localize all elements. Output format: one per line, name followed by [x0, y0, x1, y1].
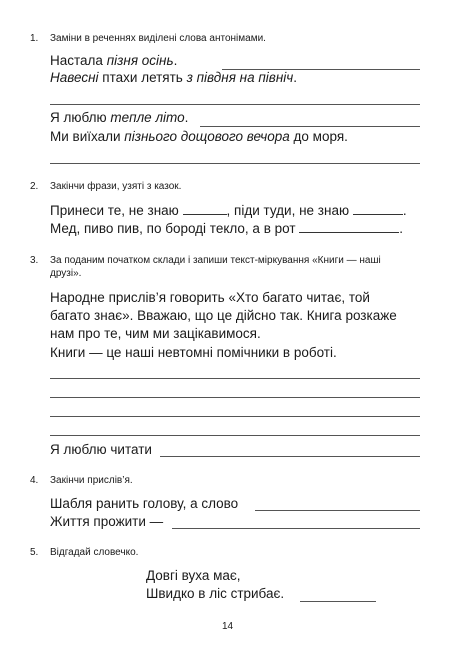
highlighted-words: з півдня на північ: [186, 70, 294, 85]
task-5-number: 5.: [30, 547, 39, 558]
sentence-text: птахи летять: [98, 70, 187, 85]
answer-line[interactable]: [50, 397, 420, 398]
task-1-instruction: Заміни в реченнях виділені слова антонімами.: [50, 33, 266, 44]
answer-line[interactable]: [50, 378, 420, 379]
sentence-text: .: [293, 70, 297, 85]
phrase-text: .: [399, 221, 404, 236]
task-4-number: 4.: [30, 475, 39, 486]
highlighted-words: тепле літо: [110, 110, 185, 125]
phrase-text: Мед, пиво пив, по бороді текло, а в рот: [50, 221, 300, 236]
task-2-instruction: Закінчи фрази, узяті з казок.: [50, 181, 182, 192]
highlighted-words: пізня осінь: [106, 53, 174, 68]
highlighted-words: Навесні: [50, 70, 99, 85]
answer-line[interactable]: [50, 163, 420, 164]
task-3-text-line: нам про те, чим ми зацікавимося.: [50, 326, 261, 341]
task-5-instruction: Відгадай словечко.: [50, 547, 139, 558]
task-3-text-line: Народне прислів’я говорить «Хто багато читає, той: [50, 290, 370, 305]
answer-line[interactable]: [255, 510, 420, 511]
task-1-number: 1.: [30, 33, 39, 44]
task-3-text-line: Книги — це наші невтомні помічники в роботі.: [50, 345, 337, 360]
phrase-text: Принеси те, не знаю: [50, 203, 183, 218]
phrase-text: , піди туди, не знаю: [226, 203, 353, 218]
task-2-phrase-1: [50, 203, 407, 218]
task-4-proverb-1: Шабля ранить голову, а слово: [50, 496, 239, 511]
task-3-number: 3.: [30, 255, 39, 266]
fill-blank[interactable]: [183, 203, 227, 215]
riddle-line-1: Довгі вуха має,: [146, 568, 241, 583]
sentence-text: Ми виїхали: [50, 129, 125, 144]
task-1-sentence-1: [50, 53, 177, 68]
answer-line[interactable]: [200, 126, 420, 127]
task-4-instruction: Закінчи прислів’я.: [50, 475, 133, 486]
sentence-text: Настала: [50, 53, 107, 68]
task-3-instruction-cont: друзі».: [50, 268, 82, 279]
task-2-phrase-2: [50, 221, 403, 236]
sentence-text: до моря.: [289, 129, 348, 144]
answer-line[interactable]: [50, 435, 420, 436]
task-1-sentence-4: [50, 129, 348, 144]
task-3-instruction: За поданим початком склади і запиши текст-міркування «Книги — наші: [50, 255, 381, 266]
task-3-final-line: Я люблю читати: [50, 442, 152, 457]
answer-line[interactable]: [172, 528, 420, 529]
page-number: 14: [222, 621, 234, 632]
sentence-text: .: [184, 110, 189, 125]
sentence-text: Я люблю: [50, 110, 111, 125]
task-3-text-line: багато знає». Вважаю, що це дійсно так. Книга розкаже: [50, 308, 397, 323]
phrase-text: .: [402, 203, 407, 218]
task-4-proverb-2: Життя прожити —: [50, 514, 164, 529]
answer-line[interactable]: [300, 601, 376, 602]
task-1-sentence-3: [50, 110, 188, 125]
answer-line[interactable]: [50, 416, 420, 417]
task-1-sentence-2: [50, 70, 297, 85]
fill-blank[interactable]: [353, 203, 403, 215]
sentence-text: .: [173, 53, 178, 68]
highlighted-words: пізнього дощового вечора: [124, 129, 290, 144]
fill-blank[interactable]: [299, 221, 399, 233]
answer-line[interactable]: [50, 104, 420, 105]
answer-line[interactable]: [160, 456, 420, 457]
riddle-line-2: Швидко в ліс стрибає.: [146, 586, 285, 601]
task-2-number: 2.: [30, 181, 39, 192]
